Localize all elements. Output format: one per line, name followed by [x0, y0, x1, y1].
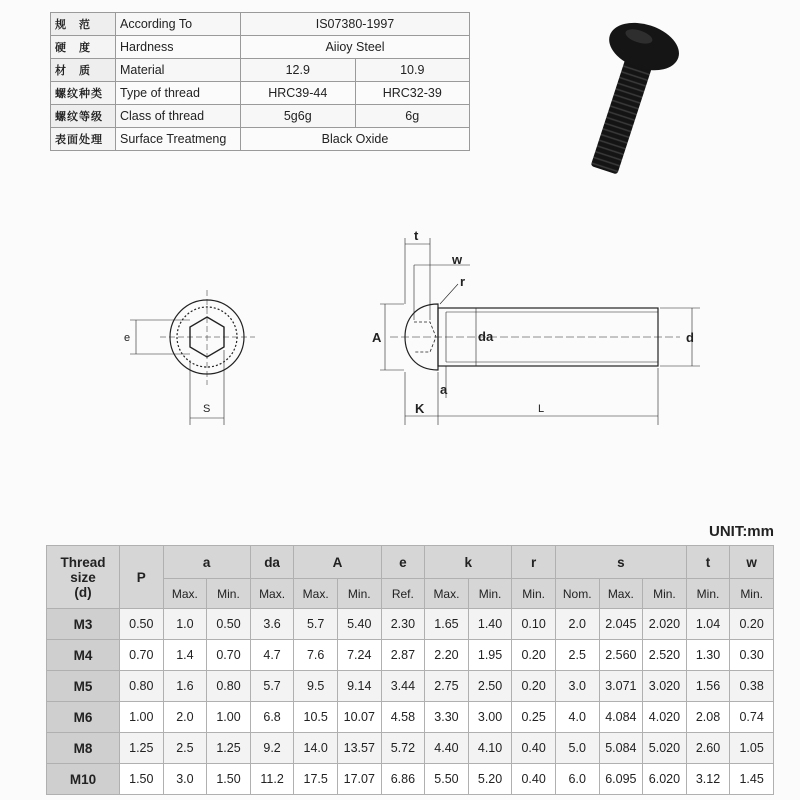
value-cell: 9.14 [337, 671, 381, 702]
spec-value: 12.9 [241, 59, 356, 82]
spec-label-en: Hardness [116, 36, 241, 59]
value-cell: 4.084 [599, 702, 643, 733]
spec-label-en: According To [116, 13, 241, 36]
value-cell: 11.2 [250, 764, 294, 795]
table-row [47, 671, 774, 702]
value-cell: 4.58 [381, 702, 425, 733]
thread-size-header-line: size [70, 569, 96, 585]
value-cell: 1.50 [207, 764, 251, 795]
subheader-cell: Min. [337, 579, 381, 609]
value-cell: 1.6 [163, 671, 207, 702]
dimension-table [46, 545, 774, 795]
value-cell: 1.25 [207, 733, 251, 764]
value-cell: 0.10 [512, 609, 556, 640]
label-w: w [452, 252, 463, 267]
value-cell: 5.7 [250, 671, 294, 702]
value-cell: 7.6 [294, 640, 338, 671]
thread-size-cell: M10 [47, 764, 120, 795]
value-cell: 2.0 [555, 609, 599, 640]
subheader-cell: Max. [163, 579, 207, 609]
value-cell: 5.0 [555, 733, 599, 764]
thread-size-header-line: (d) [74, 584, 92, 600]
value-cell: 1.4 [163, 640, 207, 671]
subheader-cell: Nom. [555, 579, 599, 609]
label-da: da [478, 329, 494, 344]
value-cell: 0.38 [730, 671, 774, 702]
value-cell: 3.0 [163, 764, 207, 795]
label-a: a [440, 382, 448, 397]
spec-label-cn: 硬 度 [51, 36, 116, 59]
value-cell: 2.520 [643, 640, 687, 671]
thread-size-cell: M8 [47, 733, 120, 764]
value-cell: 5.50 [425, 764, 469, 795]
table-row [47, 764, 774, 795]
column-group-s: s [555, 546, 686, 579]
thread-size-header-line: Thread [60, 554, 106, 570]
table-row [47, 733, 774, 764]
value-cell: 2.87 [381, 640, 425, 671]
label-A: A [372, 330, 382, 345]
thread-size-cell: M5 [47, 671, 120, 702]
value-cell: 10.5 [294, 702, 338, 733]
column-group-t: t [686, 546, 730, 579]
value-cell: 3.071 [599, 671, 643, 702]
value-cell: 0.25 [512, 702, 556, 733]
value-cell: 0.80 [207, 671, 251, 702]
subheader-cell: Max. [294, 579, 338, 609]
value-cell: 1.00 [207, 702, 251, 733]
side-view [380, 238, 700, 425]
value-cell: 6.86 [381, 764, 425, 795]
spec-value: 5g6g [241, 105, 356, 128]
value-cell: 4.020 [643, 702, 687, 733]
value-cell: 1.05 [730, 733, 774, 764]
value-cell: 1.40 [468, 609, 512, 640]
value-cell: 6.0 [555, 764, 599, 795]
value-cell: 4.7 [250, 640, 294, 671]
value-cell: 2.5 [555, 640, 599, 671]
spec-value: HRC39-44 [241, 82, 356, 105]
value-cell: 4.40 [425, 733, 469, 764]
value-cell: 1.56 [686, 671, 730, 702]
value-cell: 5.40 [337, 609, 381, 640]
value-cell: 5.7 [294, 609, 338, 640]
spec-row [51, 128, 470, 151]
subheader-cell: Min. [730, 579, 774, 609]
value-cell: 13.57 [337, 733, 381, 764]
value-cell: 6.095 [599, 764, 643, 795]
subheader-cell: Min. [468, 579, 512, 609]
value-cell: 2.30 [381, 609, 425, 640]
label-L: L [538, 403, 545, 415]
value-cell: 5.084 [599, 733, 643, 764]
spec-row [51, 36, 470, 59]
label-d: d [686, 330, 694, 345]
value-cell: 0.74 [730, 702, 774, 733]
value-cell: 6.020 [643, 764, 687, 795]
value-cell: 4.10 [468, 733, 512, 764]
spec-row [51, 13, 470, 36]
thread-size-header [47, 546, 120, 609]
subheader-cell: Max. [599, 579, 643, 609]
spec-table [50, 12, 470, 151]
value-cell: 4.0 [555, 702, 599, 733]
value-cell: 3.0 [555, 671, 599, 702]
subheader-cell: Min. [207, 579, 251, 609]
value-cell: 3.44 [381, 671, 425, 702]
value-cell: 1.0 [163, 609, 207, 640]
value-cell: 3.020 [643, 671, 687, 702]
spec-label-en: Type of thread [116, 82, 241, 105]
value-cell: 2.75 [425, 671, 469, 702]
value-cell: 6.8 [250, 702, 294, 733]
column-group-r: r [512, 546, 556, 579]
value-cell: 5.020 [643, 733, 687, 764]
spec-label-cn: 规 范 [51, 13, 116, 36]
value-cell: 2.08 [686, 702, 730, 733]
value-cell: 1.00 [120, 702, 164, 733]
value-cell: 0.70 [120, 640, 164, 671]
spec-label-en: Material [116, 59, 241, 82]
spec-label-cn: 材 质 [51, 59, 116, 82]
column-group-P: P [120, 546, 164, 609]
value-cell: 1.65 [425, 609, 469, 640]
label-K: K [415, 401, 425, 416]
value-cell: 0.50 [207, 609, 251, 640]
spec-value: 6g [355, 105, 470, 128]
subheader-cell: Min. [686, 579, 730, 609]
spec-label-cn: 表面处理 [51, 128, 116, 151]
value-cell: 1.04 [686, 609, 730, 640]
value-cell: 1.25 [120, 733, 164, 764]
value-cell: 3.30 [425, 702, 469, 733]
value-cell: 9.5 [294, 671, 338, 702]
column-group-da: da [250, 546, 294, 579]
column-group-w: w [730, 546, 774, 579]
subheader-cell: Min. [512, 579, 556, 609]
unit-label: UNIT:mm [708, 523, 774, 540]
spec-value: HRC32-39 [355, 82, 470, 105]
value-cell: 0.40 [512, 764, 556, 795]
subheader-cell: Min. [643, 579, 687, 609]
value-cell: 2.045 [599, 609, 643, 640]
column-group-A: A [294, 546, 381, 579]
value-cell: 1.30 [686, 640, 730, 671]
table-row [47, 640, 774, 671]
value-cell: 5.20 [468, 764, 512, 795]
value-cell: 0.80 [120, 671, 164, 702]
value-cell: 3.6 [250, 609, 294, 640]
label-s: S [203, 403, 211, 415]
spec-row [51, 82, 470, 105]
value-cell: 2.20 [425, 640, 469, 671]
thread-size-cell: M4 [47, 640, 120, 671]
value-cell: 0.20 [512, 671, 556, 702]
end-view [130, 290, 255, 425]
column-group-e: e [381, 546, 425, 579]
spec-value: 10.9 [355, 59, 470, 82]
value-cell: 2.5 [163, 733, 207, 764]
value-cell: 2.50 [468, 671, 512, 702]
value-cell: 0.40 [512, 733, 556, 764]
subheader-cell: Max. [425, 579, 469, 609]
value-cell: 5.72 [381, 733, 425, 764]
value-cell: 1.45 [730, 764, 774, 795]
value-cell: 0.20 [512, 640, 556, 671]
spec-value: IS07380-1997 [241, 13, 470, 36]
value-cell: 10.07 [337, 702, 381, 733]
spec-row [51, 59, 470, 82]
value-cell: 2.60 [686, 733, 730, 764]
spec-label-en: Class of thread [116, 105, 241, 128]
column-group-a: a [163, 546, 250, 579]
label-e: e [124, 332, 131, 344]
column-group-k: k [425, 546, 512, 579]
value-cell: 14.0 [294, 733, 338, 764]
table-row [47, 702, 774, 733]
value-cell: 0.20 [730, 609, 774, 640]
table-row [47, 609, 774, 640]
value-cell: 0.50 [120, 609, 164, 640]
spec-label-cn: 螺纹种类 [51, 82, 116, 105]
technical-drawing [0, 220, 800, 450]
label-t: t [414, 228, 419, 243]
value-cell: 3.12 [686, 764, 730, 795]
value-cell: 7.24 [337, 640, 381, 671]
value-cell: 2.020 [643, 609, 687, 640]
spec-row [51, 105, 470, 128]
value-cell: 0.70 [207, 640, 251, 671]
value-cell: 0.30 [730, 640, 774, 671]
value-cell: 1.50 [120, 764, 164, 795]
spec-label-en: Surface Treatmeng [116, 128, 241, 151]
value-cell: 9.2 [250, 733, 294, 764]
screw-photo [540, 8, 720, 183]
spec-value: Black Oxide [241, 128, 470, 151]
label-r: r [460, 274, 466, 289]
subheader-cell: Ref. [381, 579, 425, 609]
value-cell: 3.00 [468, 702, 512, 733]
value-cell: 17.07 [337, 764, 381, 795]
spec-value: Aiioy Steel [241, 36, 470, 59]
value-cell: 2.560 [599, 640, 643, 671]
subheader-cell: Max. [250, 579, 294, 609]
header-row [47, 546, 774, 579]
value-cell: 2.0 [163, 702, 207, 733]
thread-size-cell: M6 [47, 702, 120, 733]
spec-label-cn: 螺纹等级 [51, 105, 116, 128]
value-cell: 17.5 [294, 764, 338, 795]
thread-size-cell: M3 [47, 609, 120, 640]
value-cell: 1.95 [468, 640, 512, 671]
